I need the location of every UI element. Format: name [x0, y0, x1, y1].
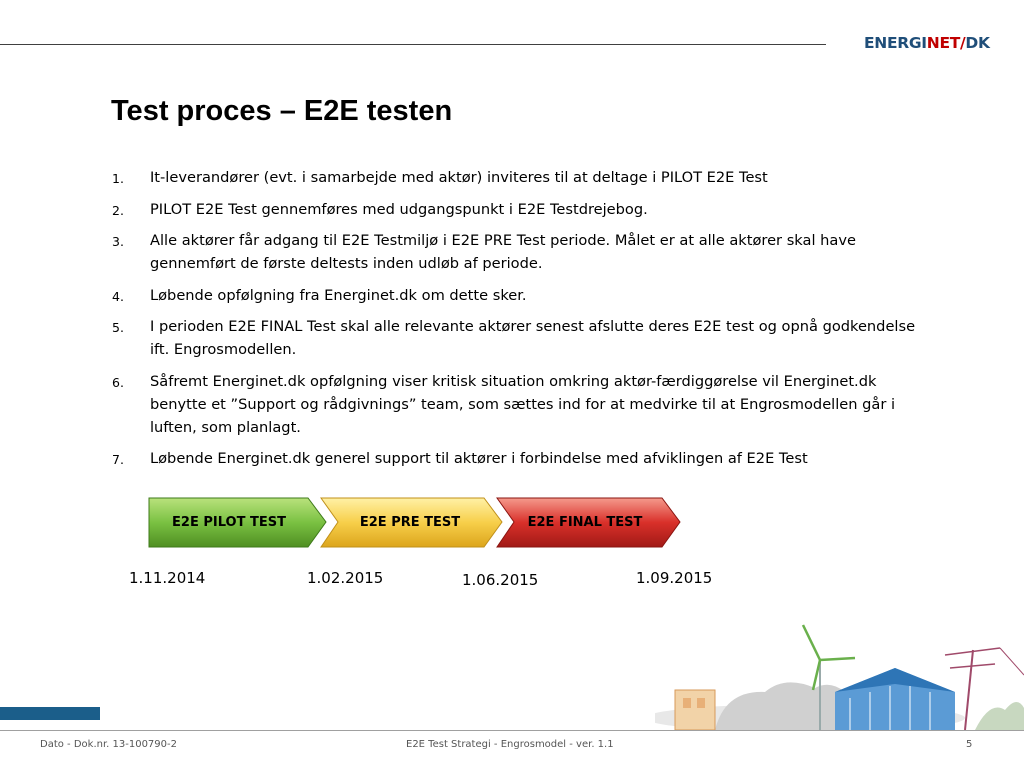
- page-number: 5: [966, 739, 973, 750]
- list-item: [112, 284, 932, 307]
- list-item: [112, 370, 932, 439]
- energy-illustration: [655, 620, 1024, 730]
- slide-title: Test proces – E2E testen: [111, 95, 453, 127]
- phase-arrow-pilot: [148, 497, 328, 548]
- date-label: 1.06.2015: [462, 571, 539, 589]
- date-label: 1.09.2015: [636, 569, 713, 587]
- list-text: PILOT E2E Test gennemføres med udgangspunkt i E2E Testdrejebog.: [150, 200, 648, 218]
- steps-list: [112, 166, 932, 479]
- list-number: 4.: [112, 288, 124, 304]
- list-item: [112, 447, 932, 470]
- phase-label: E2E PILOT TEST: [172, 515, 286, 530]
- footer-doc-info: Dato - Dok.nr. 13-100790-2: [40, 739, 177, 750]
- list-number: 6.: [112, 374, 124, 390]
- list-number: 2.: [112, 202, 124, 218]
- date-label: 1.11.2014: [129, 569, 206, 587]
- list-number: 3.: [112, 234, 124, 249]
- phase-arrow-pre: [320, 497, 504, 548]
- energinet-logo: [864, 26, 994, 60]
- list-text: Løbende Energinet.dk generel support til aktører i forbindelse med afviklingen af E2E Test: [150, 450, 808, 467]
- list-text: I perioden E2E FINAL Test skal alle relevante aktører senest afslutte deres E2E test og opnå godkendelse ift. Engrosmodellen.: [150, 318, 916, 358]
- list-text: Alle aktører får adgang til E2E Testmiljø i E2E PRE Test periode. Målet er at alle aktører skal have gennemført de første deltests inden udløb af periode.: [150, 232, 856, 272]
- footer-title: E2E Test Strategi - Engrosmodel - ver. 1.1: [406, 739, 614, 750]
- phase-label: E2E PRE TEST: [359, 515, 461, 530]
- list-item: [112, 198, 932, 221]
- list-item: [112, 315, 932, 361]
- accent-bar: [0, 707, 100, 720]
- list-item: [112, 229, 932, 275]
- phase-label: E2E FINAL TEST: [527, 515, 643, 530]
- list-text: It-leverandører (evt. i samarbejde med aktør) inviteres til at deltage i PILOT E2E Test: [150, 169, 768, 186]
- phase-arrow-final: [496, 497, 682, 548]
- date-label: 1.02.2015: [307, 569, 384, 587]
- footer-rule: [0, 730, 1024, 731]
- list-number: 1.: [112, 171, 124, 186]
- list-number: 7.: [112, 452, 124, 467]
- logo-text: ENERGINET/DK: [864, 34, 990, 52]
- header-rule: [0, 44, 826, 45]
- list-text: Såfremt Energinet.dk opfølgning viser kritisk situation omkring aktør-færdiggørelse vil Energinet.dk benytte et ”Support og rådgivnings” team, som sættes ind for at medvirke til at Engrosmodellen går i luften, som planlagt.: [150, 372, 896, 436]
- list-item: [112, 166, 932, 189]
- list-number: 5.: [112, 320, 124, 335]
- list-text: Løbende opfølgning fra Energinet.dk om dette sker.: [150, 286, 527, 304]
